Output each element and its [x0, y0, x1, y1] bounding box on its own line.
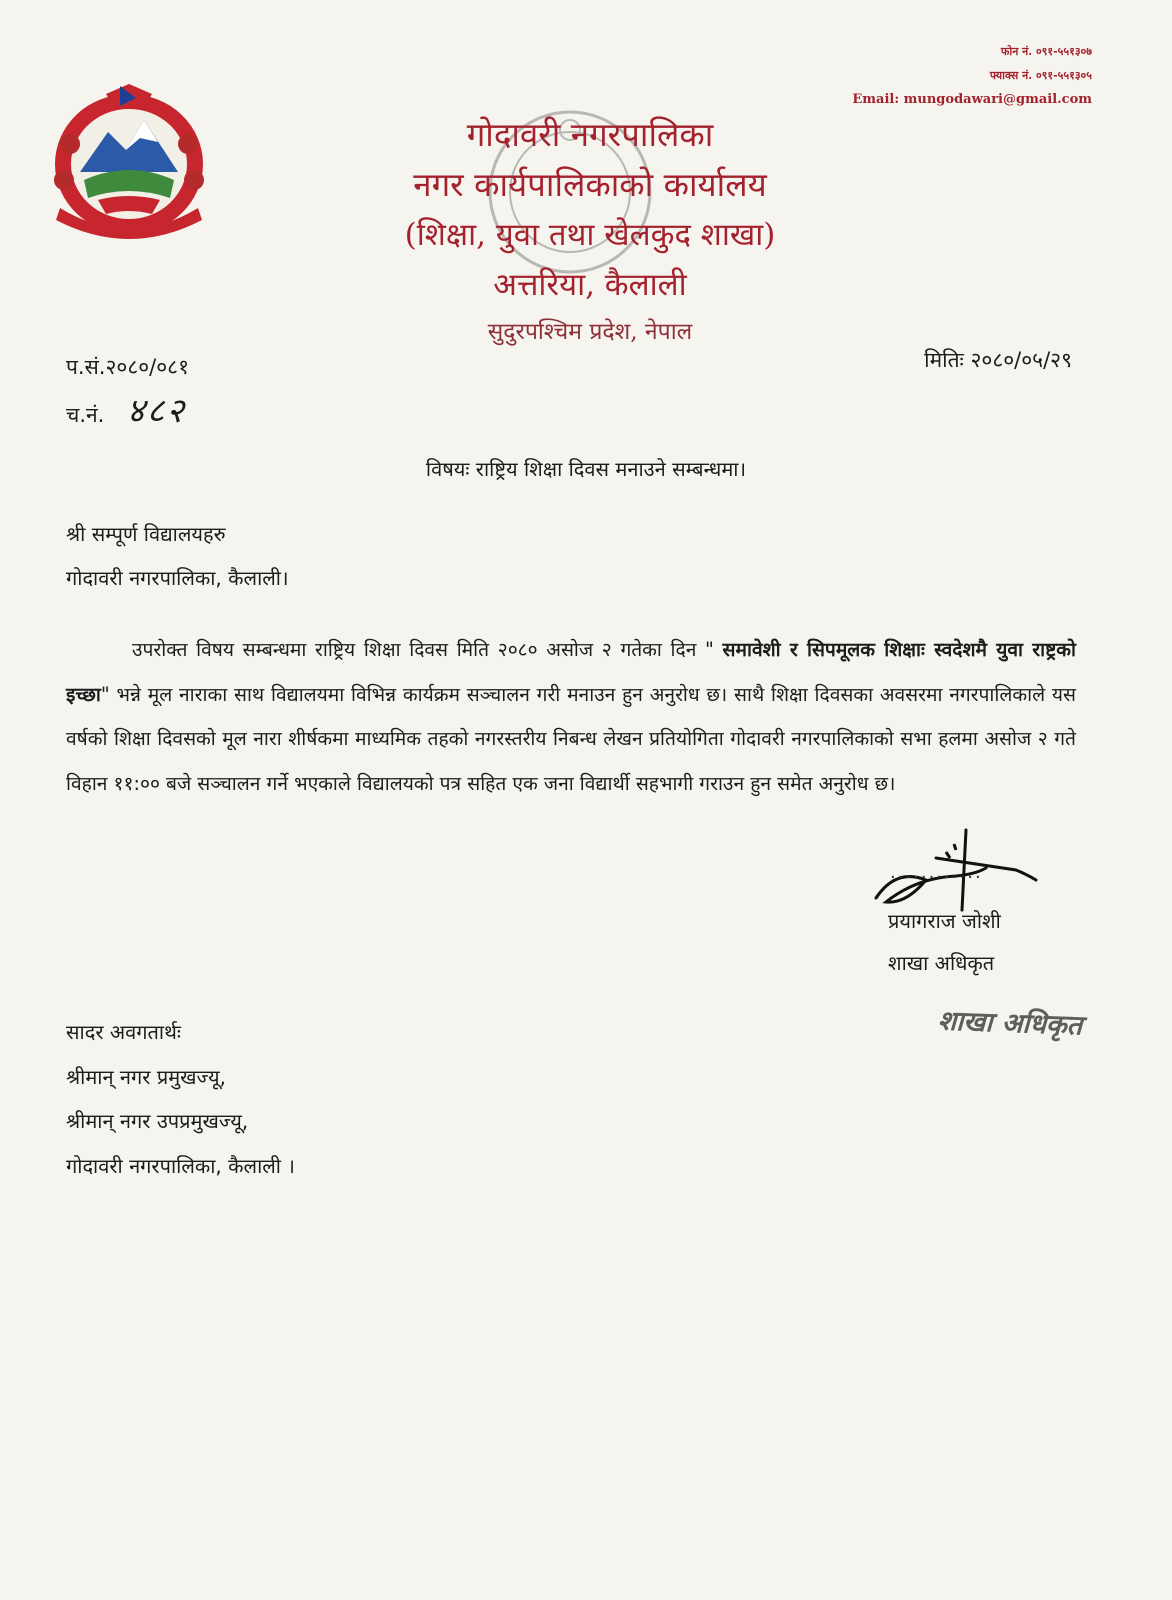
- section-name: (शिक्षा, युवा तथा खेलकुद शाखा): [404, 217, 776, 253]
- municipality-name: गोदावरी नगरपालिका: [466, 115, 714, 154]
- cc-line-2: श्रीमान् नगर उपप्रमुखज्यू,: [66, 1109, 249, 1133]
- signature-dots: ............: [890, 862, 983, 883]
- cc-line-1: श्रीमान् नगर प्रमुखज्यू,: [66, 1064, 226, 1089]
- phone-number: फोन नं. ०९१-५५१३०७: [1000, 45, 1092, 58]
- email-address: Email: mungodawari@gmail.com: [852, 92, 1092, 107]
- reference-block: [66, 345, 189, 437]
- body-slogan: समावेशी र सिपमूलक शिक्षाः स्वदेशमै युवा राष्ट्रको इच्छा: [66, 638, 1076, 706]
- addressee-line-2: गोदावरी नगरपालिका, कैलाली।: [66, 566, 289, 590]
- signatory-name: प्रयागराज जोशी: [888, 909, 1001, 933]
- dispatch-number-handwritten: ४८२: [127, 391, 187, 431]
- dispatch-number-label: च.नं.: [66, 403, 105, 427]
- signatory-title: शाखा अधिकृत: [888, 951, 995, 975]
- fax-number: फ्याक्स नं. ०९१-५५१३०५: [989, 69, 1092, 82]
- subject-line: विषयः राष्ट्रिय शिक्षा दिवस मनाउने सम्बन्धमा।: [425, 457, 747, 481]
- body-part-1: उपरोक्त विषय सम्बन्धमा राष्ट्रिय शिक्षा दिवस मिति २०८० असोज २ गतेका दिन ": [132, 638, 723, 661]
- cc-heading: सादर अवगतार्थः: [66, 1020, 181, 1044]
- addressee-block: [66, 512, 289, 600]
- body-part-2: " भन्ने मूल नाराका साथ विद्यालयमा विभिन्न कार्यक्रम सञ्चालन गरी मनाउन हुन अनुरोध छ। साथै शिक्षा दिवसका अवसरमा नगरपालिकाले यस वर्षको शिक्षा दिवसको मूल नारा शीर्षकमा माध्यमिक तहको नगरस्तरीय निबन्ध लेखन प्रतियोगिता गोदावरी नगरपालिकाको सभा हलमा असोज २ गते विहान ११:०० बजे सञ्चालन गर्ने भएकाले विद्यालयको पत्र सहित एक जना विद्यार्थी सहभागी गराउन हुन समेत अनुरोध छ।: [66, 682, 1076, 795]
- signatory-block: [888, 900, 1001, 984]
- letterhead: [300, 110, 880, 354]
- letter-date: मितिः २०८०/०५/२९: [924, 348, 1072, 372]
- location: अत्तरिया, कैलाली: [493, 267, 687, 303]
- addressee-line-1: श्री सम्पूर्ण विद्यालयहरु: [66, 522, 226, 546]
- letter-body: [66, 628, 1076, 806]
- letter-number: प.सं.२०८०/०८१: [66, 355, 189, 379]
- office-name: नगर कार्यपालिकाको कार्यालय: [413, 165, 767, 204]
- nepal-emblem-icon: [40, 80, 218, 242]
- cc-line-3: गोदावरी नगरपालिका, कैलाली ।: [66, 1153, 295, 1178]
- province-country: सुदुरपश्चिम प्रदेश, नेपाल: [487, 319, 693, 345]
- contact-block: [852, 40, 1092, 112]
- dispatch-number-row: [66, 389, 189, 437]
- cc-block: [66, 1010, 295, 1188]
- designation-stamp: शाखा अधिकृत: [937, 1005, 1083, 1042]
